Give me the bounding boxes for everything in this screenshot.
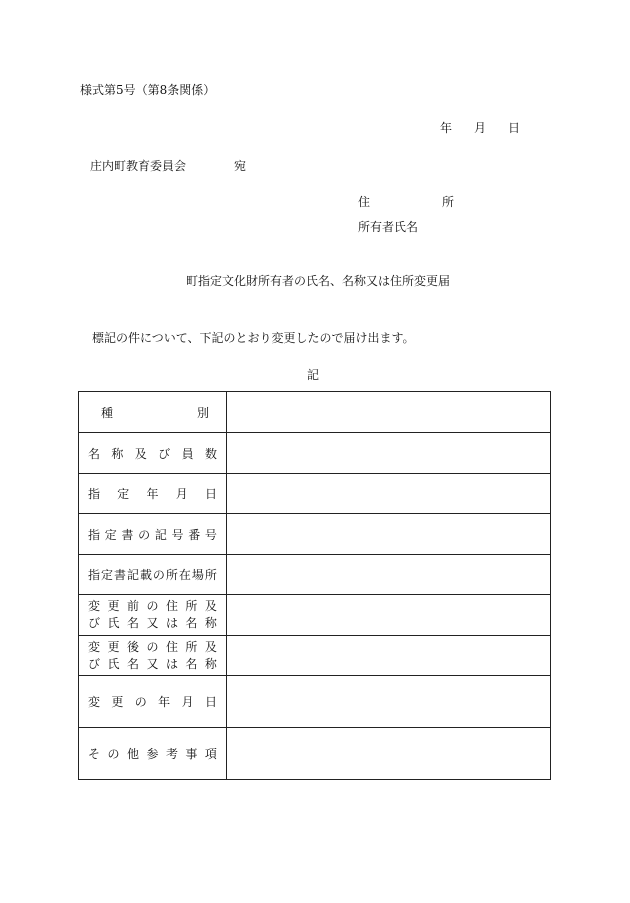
table-row: [79, 728, 551, 780]
row-value-cell[interactable]: [227, 636, 551, 676]
row-label-line: 名 称 及 び 員 数: [88, 446, 217, 461]
date-day-label: 日: [508, 121, 521, 135]
row-label-cell: [79, 514, 227, 555]
row-value-cell[interactable]: [227, 676, 551, 728]
table-row: [79, 392, 551, 433]
table-row: [79, 474, 551, 514]
record-table: [78, 391, 551, 780]
row-value-cell[interactable]: [227, 728, 551, 780]
recipient-suffix: 宛: [234, 159, 247, 173]
row-label-cell: [79, 555, 227, 595]
row-label-line: 変 更 の 年 月 日: [88, 695, 217, 709]
ki-heading: 記: [307, 368, 320, 382]
table-row: [79, 595, 551, 636]
row-label: [79, 693, 226, 710]
row-label-cell: [79, 636, 227, 676]
row-label-cell: [79, 433, 227, 474]
row-label-line: 指 定 書 の 記 号 番 号: [88, 527, 217, 542]
row-label-cell: [79, 392, 227, 433]
row-value-cell[interactable]: [227, 595, 551, 636]
row-label-line: び 氏 名 又 は 名 称: [88, 656, 217, 671]
row-label: [79, 445, 226, 462]
table-row: [79, 514, 551, 555]
date-year-label: 年: [440, 121, 453, 135]
table-row: [79, 636, 551, 676]
table-row: [79, 676, 551, 728]
row-label-line: そ の 他 参 考 事 項: [88, 747, 217, 761]
row-label: [79, 485, 226, 502]
table-row: [79, 433, 551, 474]
date-month-label: 月: [474, 121, 487, 135]
row-label-cell: [79, 676, 227, 728]
row-label: [79, 404, 226, 421]
row-value-cell[interactable]: [227, 392, 551, 433]
row-label-line: 変 更 前 の 住 所 及: [88, 599, 217, 613]
row-label-cell: [79, 728, 227, 780]
owner-name-label: 所有者氏名: [358, 220, 419, 234]
recipient-line: [90, 157, 246, 174]
row-value-cell[interactable]: [227, 514, 551, 555]
row-label-line: 種 別: [101, 405, 209, 420]
row-label-line: 指 定 年 月 日: [88, 487, 217, 501]
row-label-line: び 氏 名 又 は 名 称: [88, 616, 217, 630]
row-label-cell: [79, 474, 227, 514]
document-title: 町指定文化財所有者の氏名、名称又は住所変更届: [186, 274, 451, 288]
recipient-name: 庄内町教育委員会: [90, 159, 187, 173]
table-row: [79, 555, 551, 595]
row-label: [79, 566, 226, 583]
row-label: [79, 745, 226, 762]
row-value-cell[interactable]: [227, 474, 551, 514]
row-label-line: 指 定 書 記 載 の 所 在 場 所: [88, 568, 217, 582]
row-label: [79, 526, 226, 543]
row-label-cell: [79, 595, 227, 636]
form-number: 様式第5号（第8条関係）: [80, 83, 216, 97]
row-label: [79, 639, 226, 673]
body-text: 標記の件について、下記のとおり変更したので届け出ます。: [92, 331, 415, 345]
address-label: 住 所: [358, 195, 485, 209]
row-value-cell[interactable]: [227, 433, 551, 474]
date-line: [440, 119, 520, 136]
row-label-line: 変 更 後 の 住 所 及: [88, 639, 217, 654]
row-value-cell[interactable]: [227, 555, 551, 595]
row-label: [79, 598, 226, 632]
